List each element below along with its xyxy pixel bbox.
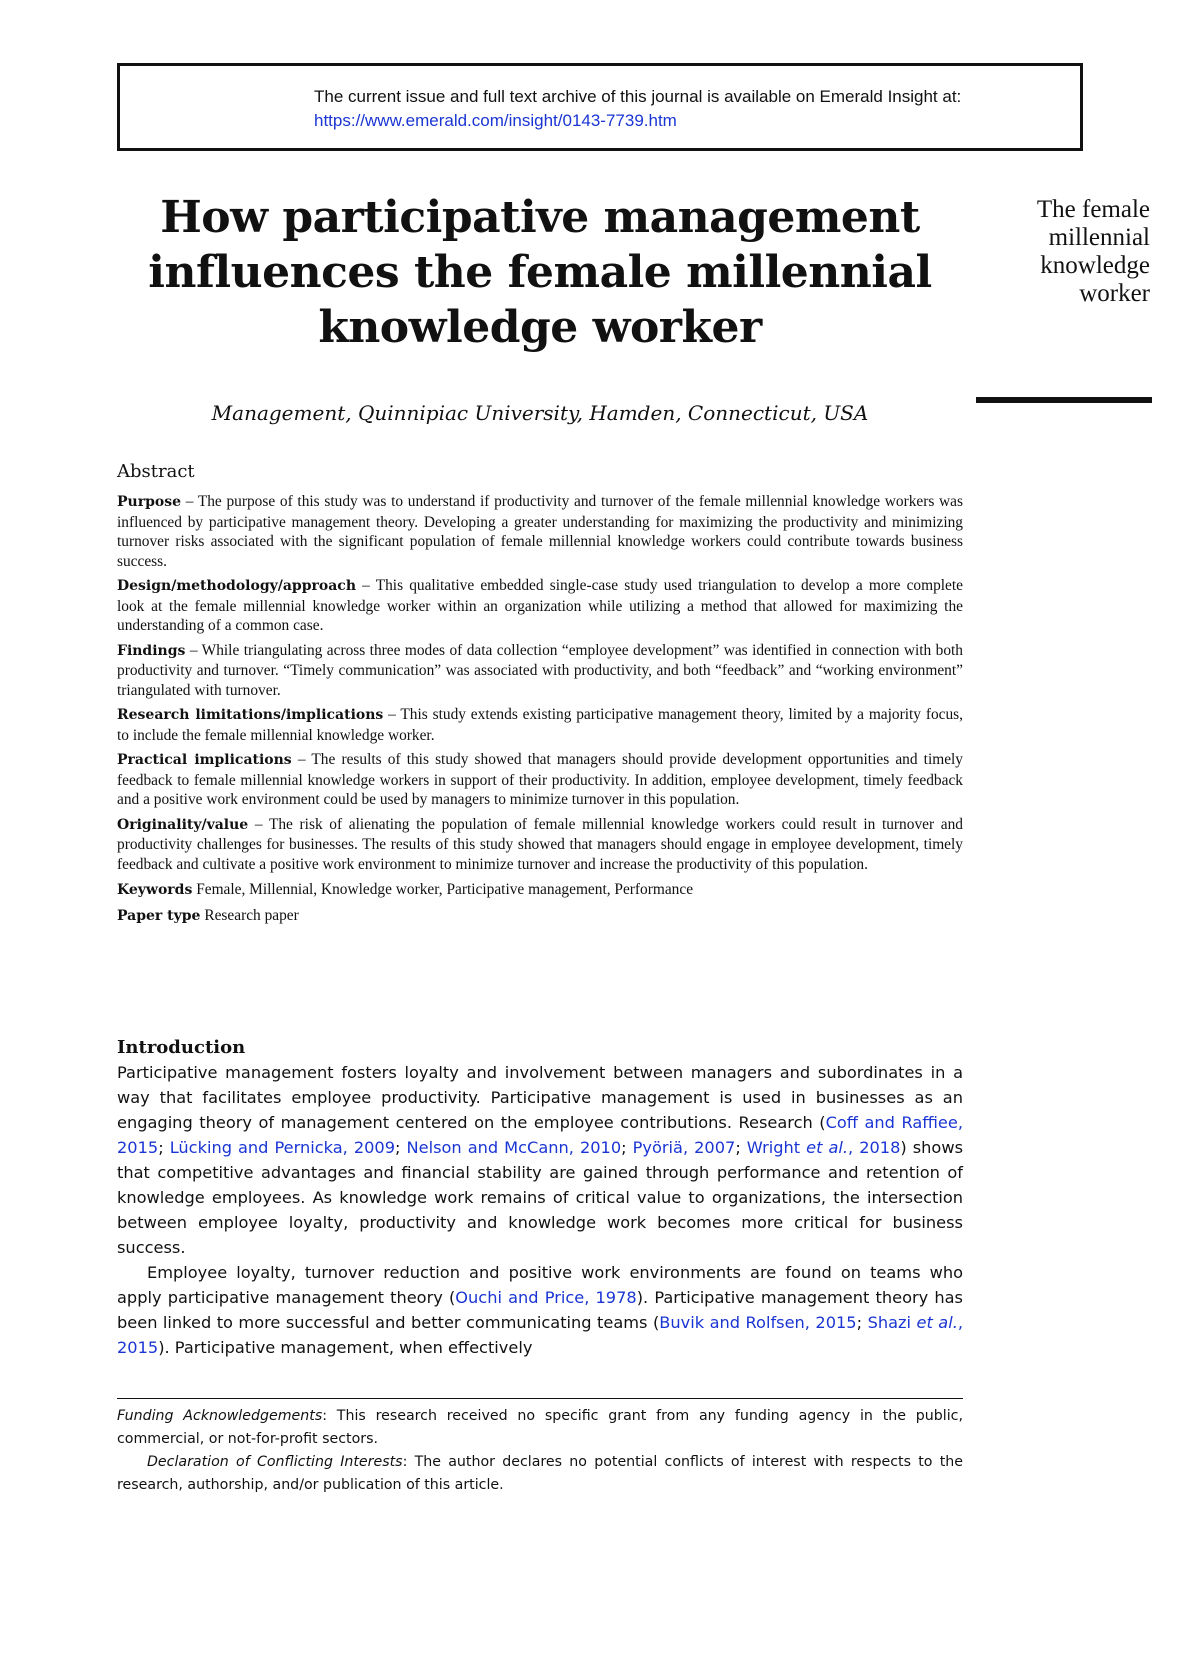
citation-separator: ; xyxy=(158,1138,170,1157)
journal-link[interactable]: https://www.emerald.com/insight/0143-7739.htm xyxy=(314,111,677,130)
abstract-text: – The results of this study showed that managers should provide development opportunities and timely feedback to female millennial knowledge workers in support of their productivity. In addition, employee development, timely feedback and a positive work environment could be used by managers to minimize turnover in this population. xyxy=(117,751,963,808)
banner-text: The current issue and full text archive of this journal is available on Emerald Insight at: xyxy=(314,87,962,106)
title-line: How participative management xyxy=(160,192,920,243)
citation-separator: ; xyxy=(395,1138,407,1157)
paper-type-text: Research paper xyxy=(200,906,299,924)
citation-separator: ; xyxy=(621,1138,633,1157)
abstract-purpose xyxy=(117,492,963,571)
title-line: knowledge worker xyxy=(318,302,762,353)
citation-link[interactable]: Lücking and Pernicka, 2009 xyxy=(169,1138,396,1157)
title-line: influences the female millennial xyxy=(148,247,932,298)
abstract-body xyxy=(117,492,963,931)
abstract-limitations xyxy=(117,705,963,745)
abstract-label: Design/methodology/approach xyxy=(117,578,356,594)
abstract-design xyxy=(117,576,963,636)
running-head-line: millennial xyxy=(1048,224,1150,251)
citation-part: , 2018 xyxy=(848,1138,901,1157)
keywords-label: Keywords xyxy=(117,882,193,898)
intro-text: ). Participative management, when effectively xyxy=(158,1338,533,1357)
citation-part: Wright xyxy=(746,1138,807,1157)
abstract-label: Originality/value xyxy=(117,816,249,833)
citation-link[interactable]: Coff and Raffiee, 2015 xyxy=(117,1113,963,1157)
footnote-text: : This research received no specific grant from any funding agency in the public, commercial, or not-for-profit sectors. xyxy=(117,1408,963,1447)
abstract-label: Practical implications xyxy=(117,752,292,768)
citation-link[interactable]: Pyöriä, 2007 xyxy=(632,1138,736,1157)
citation-link[interactable]: Nelson and McCann, 2010 xyxy=(406,1138,622,1157)
abstract-text: – The purpose of this study was to understand if productivity and turnover of the female millennial knowledge workers was influenced by participative management theory. Developing a greater understanding for maximizing the productivity and minimizing turnover risks associated with the significant population of female millennial knowledge workers could contribute towards business success. xyxy=(117,493,963,570)
abstract-findings xyxy=(117,641,963,701)
citation-link[interactable]: Ouchi and Price, 1978 xyxy=(455,1288,637,1307)
abstract-practical xyxy=(117,750,963,810)
running-head-line: knowledge xyxy=(1040,252,1150,279)
citation-etal: et al. xyxy=(916,1313,958,1332)
funding-note xyxy=(117,1405,963,1451)
footnote-label: Declaration of Conflicting Interests xyxy=(147,1454,403,1470)
citation-part: Shazi xyxy=(867,1313,917,1332)
footnotes xyxy=(117,1405,963,1497)
paper-title xyxy=(120,190,960,355)
citation-separator: ; xyxy=(735,1138,747,1157)
intro-text: Employee loyalty, turnover reduction and positive work environments are found on teams who apply participative management theory ( xyxy=(117,1263,963,1307)
abstract-text: – The risk of alienating the population of female millennial knowledge workers could result in turnover and productivity challenges for businesses. The results of this study showed that managers should engage in employee development, timely feedback and cultivate a positive work environment to minimize turnover and increase the productivity of this population. xyxy=(117,815,963,873)
intro-text: ) shows that competitive advantages and financial stability are gained through performance and retention of knowledge employees. As knowledge work remains of critical value to organizations, the intersection between employee loyalty, productivity and knowledge work becomes more critical for business success. xyxy=(117,1138,964,1257)
abstract-text: – While triangulating across three modes of data collection “employee development” was identified in connection with both productivity and turnover. “Timely communication” was associated with productivity, and both “feedback” and “working environment” triangulated with turnover. xyxy=(117,641,963,699)
footnote-divider xyxy=(117,1398,963,1399)
running-head-line: worker xyxy=(1079,280,1150,307)
intro-text: ). Participative management theory has been linked to more successful and better communicating teams ( xyxy=(117,1288,963,1332)
conflict-note xyxy=(117,1451,963,1497)
intro-paragraph-2 xyxy=(117,1260,963,1360)
running-head xyxy=(1037,196,1150,308)
paper-type-label: Paper type xyxy=(117,907,201,924)
introduction-heading: Introduction xyxy=(117,1037,246,1058)
abstract-heading: Abstract xyxy=(117,461,195,482)
abstract-label: Findings xyxy=(117,642,186,659)
footnote-text: : The author declares no potential conflicts of interest with respects to the research, authorship, and/or publication of this article. xyxy=(117,1454,963,1493)
running-head-line: The female xyxy=(1036,196,1150,223)
running-head-rule xyxy=(976,397,1152,403)
author-affiliation: Management, Quinnipiac University, Hamden, Connecticut, USA xyxy=(211,401,869,425)
citation-part: , 2015 xyxy=(117,1313,964,1357)
paper-type xyxy=(117,906,963,927)
keywords xyxy=(117,880,963,901)
abstract-label: Purpose xyxy=(117,494,181,510)
introduction-body xyxy=(117,1060,963,1360)
citation-etal: et al. xyxy=(806,1138,849,1157)
citation-separator: ; xyxy=(856,1313,868,1332)
journal-access-banner xyxy=(117,63,1083,151)
abstract-text: – This qualitative embedded single-case study used triangulation to develop a more complete look at the female millennial knowledge worker within an organization while utilizing a method that allowed for maximizing the understanding of a common case. xyxy=(117,577,963,634)
intro-text: Participative management fosters loyalty and involvement between managers and subordinates in a way that facilitates employee productivity. Participative management is used in businesses as an engaging theory of management centered on the employee contributions. Research ( xyxy=(117,1063,963,1132)
abstract-text: – This study extends existing participative management theory, limited by a majority focus, to include the female millennial knowledge worker. xyxy=(117,706,964,744)
keywords-text: Female, Millennial, Knowledge worker, Participative management, Performance xyxy=(192,881,694,898)
citation-link[interactable] xyxy=(747,1138,901,1157)
footnote-label: Funding Acknowledgements xyxy=(117,1408,323,1424)
intro-paragraph-1 xyxy=(117,1060,963,1260)
abstract-label: Research limitations/implications xyxy=(117,707,384,723)
citation-link[interactable]: Buvik and Rolfsen, 2015 xyxy=(659,1313,857,1332)
abstract-originality xyxy=(117,815,963,875)
